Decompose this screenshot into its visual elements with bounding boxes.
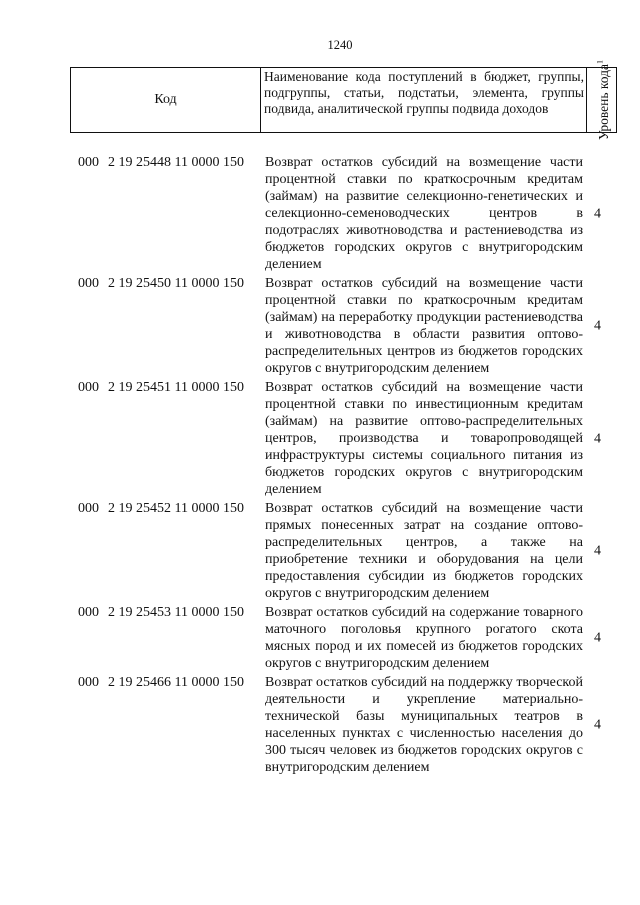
row-code-number: 2 19 25452 11 0000 150 [108,501,244,516]
row-code [0,275,265,377]
row-code-number: 2 19 25466 11 0000 150 [108,675,244,690]
table-row [0,275,640,377]
header-level-label: Уровень кода [595,63,611,141]
row-code-prefix: 000 [78,276,99,291]
table-row [0,674,640,776]
row-level: 4 [594,318,601,334]
row-code-prefix: 000 [78,380,99,395]
row-level: 4 [594,543,601,559]
row-description: Возврат остатков субсидий на содержание товарного маточного поголовья крупного рогатого скота мясных пород и их помесей из бюджетов городских округов с внутригородским делением [265,605,583,671]
header-level-footnote: 1 [594,59,604,64]
row-description: Возврат остатков субсидий на поддержку творческой деятельности и укрепление материально-технической базы муниципальных театров в населенных пунктах с численностью населения до 300 тысяч человек из бюджетов городских округов с внутригородским делением [265,675,583,775]
table-row [0,379,640,498]
row-code-prefix: 000 [78,675,99,690]
income-code-list [0,154,640,778]
header-name-label: Наименование кода поступлений в бюджет, группы, подгруппы, статьи, подстатьи, элемента, группы подвида, аналитической группы подвида доходов [264,69,584,116]
row-description: Возврат остатков субсидий на возмещение части процентной ставки по краткосрочным кредитам (займам) на развитие селекционно-генетических и селекционно-семеноводческих центров в подотраслях животноводства и растениеводства из бюджетов городских округов с внутригородским делением [265,155,583,272]
row-code [0,379,265,498]
row-code [0,500,265,602]
header-code-label: Код [154,92,177,107]
row-level: 4 [594,630,601,646]
table-row [0,154,640,273]
page-number: 1240 [327,38,353,52]
row-code-prefix: 000 [78,605,99,620]
header-name-cell [261,68,587,132]
row-code [0,674,265,776]
row-code-number: 2 19 25450 11 0000 150 [108,276,244,291]
row-code-number: 2 19 25451 11 0000 150 [108,380,244,395]
table-row [0,500,640,602]
row-code-prefix: 000 [78,155,99,170]
row-level: 4 [594,206,601,221]
row-code-number: 2 19 25453 11 0000 150 [108,605,244,620]
row-code-number: 2 19 25448 11 0000 150 [108,155,244,170]
table-row [0,604,640,672]
row-description: Возврат остатков субсидий на возмещение части прямых понесенных затрат на создание оптово-распределительных центров, а также на приобретение техники и оборудования на цели предоставления субсидии из бюджетов городских округов с внутригородским делением [265,501,583,601]
table-header [70,59,617,141]
row-code-prefix: 000 [78,501,99,516]
row-code [0,154,265,273]
row-level: 4 [594,717,601,733]
header-level-cell [587,59,616,141]
header-code-cell [71,68,261,132]
header-level-label-wrap [593,60,611,140]
row-description: Возврат остатков субсидий на возмещение части процентной ставки по инвестиционным кредитам (займам) на развитие оптово-распределительных центров, производства и товаропроводящей инфраструктуры системы социального питания из бюджетов городских округов с внутригородским делением [265,380,583,497]
row-code [0,604,265,672]
row-description: Возврат остатков субсидий на возмещение части процентной ставки по краткосрочным кредитам (займам) на переработку продукции растениеводства и животноводства в области развития оптово-распределительных центров из бюджетов городских округов с внутригородским делением [265,276,583,376]
row-level: 4 [594,431,601,446]
